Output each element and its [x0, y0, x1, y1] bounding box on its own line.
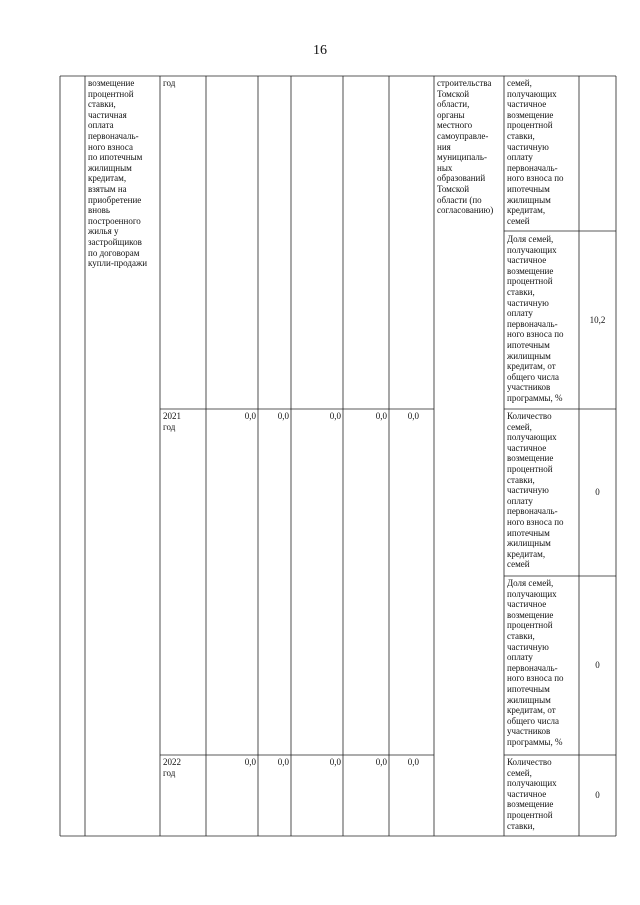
measure-name: возмещение процентной ставки, частичная оплата первоначаль- ного взноса по ипотечным жилищным кредитам, взятым на приобретение вновь построенного жилья у застройщиков по договорам купли-продажи — [88, 78, 148, 269]
value-cell: 0,0 — [277, 757, 289, 767]
indicator-value: 0 — [595, 660, 600, 671]
page-number: 16 — [313, 43, 327, 58]
year-cell: 2022 год — [163, 757, 181, 778]
indicator-name: Количество семей, получающих частичное возмещение процентной ставки, частичную оплату первоначаль- ного взноса по ипотечным жилищным кредитам, семей — [507, 411, 564, 570]
executor-cell: строительства Томской области, органы местного самоуправле- ния муниципаль- ных образований Томской области (по согласованию) — [437, 78, 494, 216]
value-cell: 0,0 — [329, 757, 341, 767]
indicator-value: 0 — [595, 487, 600, 498]
value-cell: 0,0 — [277, 411, 289, 421]
indicator-value: 0 — [595, 790, 600, 801]
value-cell: 0,0 — [407, 411, 419, 421]
indicator-value: 10,2 — [589, 314, 606, 325]
value-cell: 0,0 — [375, 411, 387, 421]
year-cell: год — [163, 78, 176, 88]
value-cell: 0,0 — [329, 411, 341, 421]
indicator-name: Количество семей, получающих частичное возмещение процентной ставки, — [507, 757, 557, 831]
value-cell: 0,0 — [375, 757, 387, 767]
indicator-value — [579, 76, 616, 231]
value-cell: 0,0 — [244, 757, 256, 767]
year-cell: 2021 год — [163, 411, 181, 432]
value-cell: 0,0 — [244, 411, 256, 421]
indicator-name: семей, получающих частичное возмещение процентной ставки, частичную оплату первоначаль- ного взноса по ипотечным жилищным кредитам, семей — [507, 78, 564, 226]
value-cell: 0,0 — [407, 757, 419, 767]
indicator-name: Доля семей, получающих частичное возмещение процентной ставки, частичную оплату первоначаль- ного взноса по ипотечным жилищным кредитам, от общего числа участников программы, % — [507, 234, 564, 403]
indicator-name: Доля семей, получающих частичное возмещение процентной ставки, частичную оплату первоначаль- ного взноса по ипотечным жилищным кредитам, от общего числа участников программы, % — [507, 578, 564, 747]
